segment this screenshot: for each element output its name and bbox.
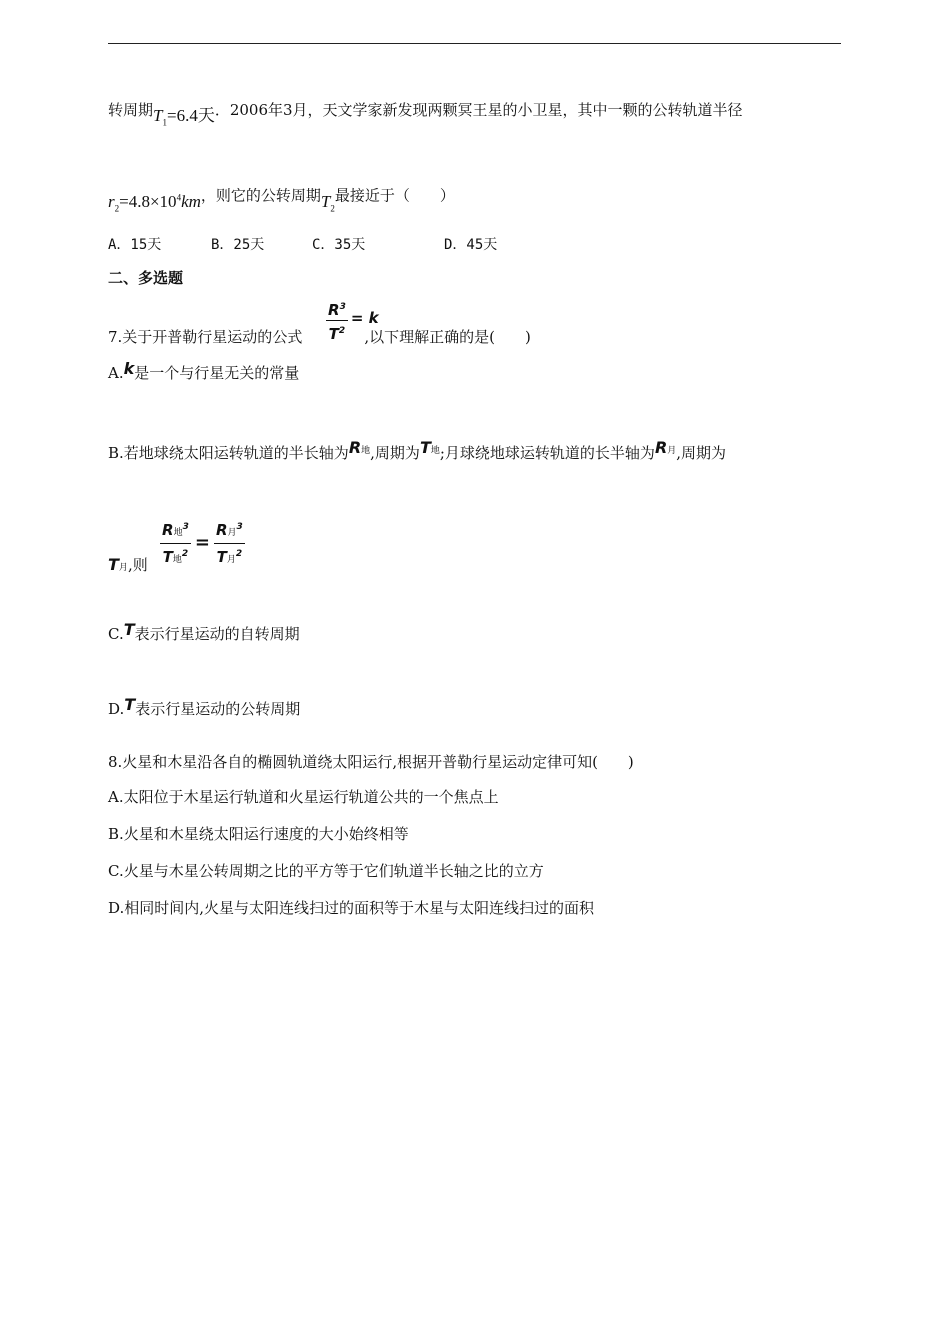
q6-option-c[interactable]: C．35天: [312, 237, 366, 253]
t-symbol: T: [124, 695, 136, 714]
q8-option-c[interactable]: C.火星与木星公转周期之比的平方等于它们轨道半长轴之比的立方: [108, 862, 544, 880]
q6-line-2: $r_2=4.8\times 10^4km$，则它的公转周期$T_2$最接近于（ ）: [108, 186, 455, 214]
t-earth-symbol: T地: [419, 438, 440, 457]
q6-option-b[interactable]: B．25天: [211, 237, 265, 253]
q6-option-a[interactable]: A．15天: [108, 237, 162, 253]
q7-option-c[interactable]: C.T表示行星运动的自转周期: [108, 620, 300, 643]
q8-stem: 8.火星和木星沿各自的椭圆轨道绕太阳运行,根据开普勒行星运动定律可知( ): [108, 753, 634, 771]
kepler-formula: $\frac{R^3}{T^2}$ = k: [326, 297, 379, 344]
section-title: 二、多选题: [108, 269, 184, 287]
q6-line-1: 转周期$T_1=6.4$天．2006年3月，天文学家新发现两颗冥王星的小卫星，其中一颗的公转轨道半径: [108, 101, 743, 128]
r-earth-symbol: R地: [348, 438, 371, 457]
q8-option-d[interactable]: D.相同时间内,火星与太阳连线扫过的面积等于木星与太阳连线扫过的面积: [108, 899, 595, 917]
q7-option-a[interactable]: A.k是一个与行星无关的常量: [108, 359, 300, 382]
q7-option-d[interactable]: D.T表示行星运动的公转周期: [108, 695, 301, 718]
q7-option-b-line2[interactable]: T月,则 $\frac{R地^3}{T地^2}$ = $\frac{R月^3}{T月^2}$: [108, 555, 148, 578]
r2-symbol: $r_2=4.8\times 10^4km$: [108, 191, 201, 214]
q6-option-d[interactable]: D．45天: [444, 237, 498, 253]
q7-stem: 7.关于开普勒行星运动的公式 $\frac{R^3}{T^2}$ = k ,以下理解正确的是( ): [108, 327, 531, 347]
q8-option-a[interactable]: A.太阳位于木星运行轨道和火星运行轨道公共的一个焦点上: [108, 788, 499, 806]
k-symbol: k: [123, 359, 135, 378]
t-symbol: T: [123, 620, 135, 639]
t2-symbol: $T_2$: [320, 191, 335, 214]
q7-option-b-line1[interactable]: B.若地球绕太阳运转轨道的半长轴为R地,周期为T地;月球绕地球运转轨道的长半轴为R月,周期为: [108, 438, 727, 462]
ratio-formula: $\frac{R地^3}{T地^2}$ = $\frac{R月^3}{T月^2}$: [160, 517, 245, 570]
q8-option-b[interactable]: B.火星和木星绕太阳运行速度的大小始终相等: [108, 825, 409, 843]
header-rule: [108, 43, 841, 44]
t1-symbol: $T_1$: [153, 106, 167, 128]
t-moon-symbol: T月: [108, 555, 128, 574]
r-moon-symbol: R月: [654, 438, 677, 457]
